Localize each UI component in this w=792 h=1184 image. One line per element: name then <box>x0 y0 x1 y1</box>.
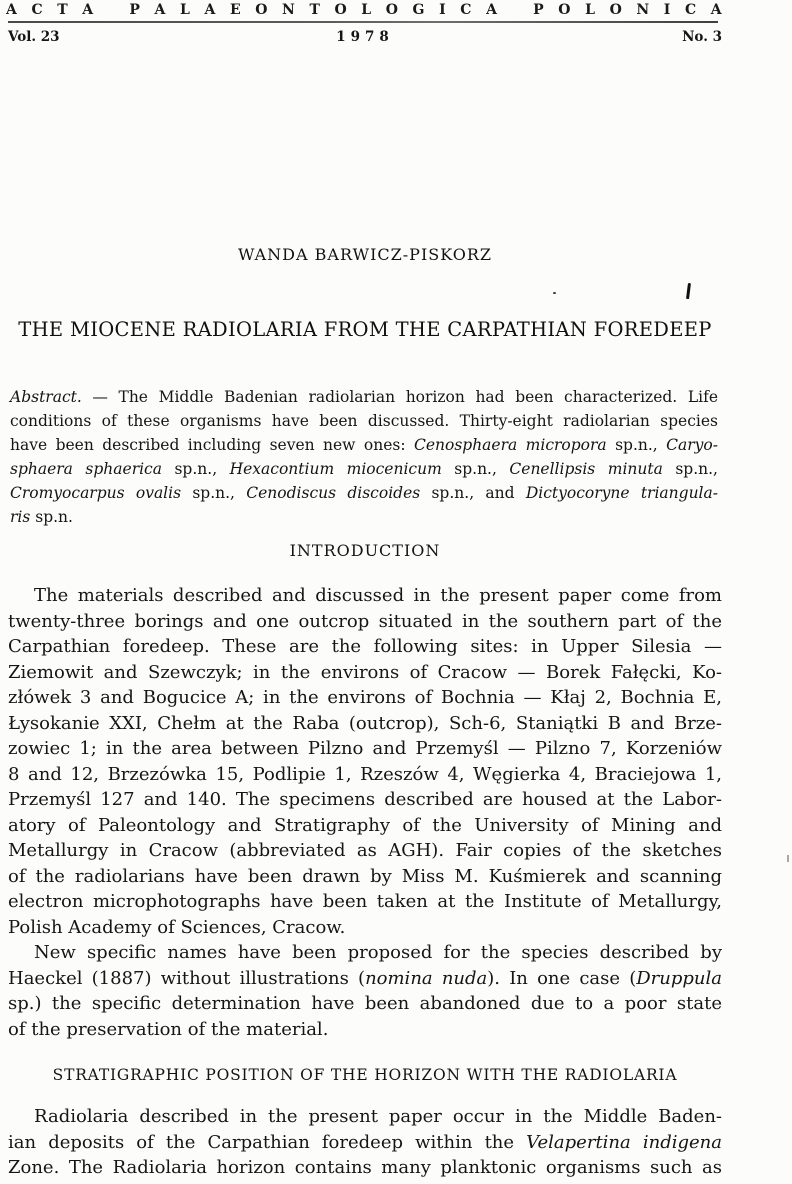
text-line: Carpathian foredeep. These are the following sites: in Upper Silesia — <box>8 636 722 657</box>
masthead-letter: A <box>486 2 497 18</box>
text-line: Abstract. — The Middle Badenian radiolarian horizon had been characterized. Life <box>10 388 718 406</box>
masthead-letter: O <box>558 2 571 18</box>
text-line: złówek 3 and Bogucice A; in the environs of Bochnia — Kłaj 2, Bochnia E, <box>8 687 722 708</box>
author-name: WANDA BARWICZ-PISKORZ <box>237 245 493 264</box>
introduction-paragraph-1 <box>8 583 722 940</box>
masthead-letter <box>108 3 115 17</box>
masthead-letter: C <box>31 2 43 18</box>
journal-name <box>6 3 722 17</box>
text-line: electron microphotographs have been taken at the Institute of Metallurgy, <box>8 891 722 912</box>
text-line: Haeckel (1887) without illustrations (nomina nuda). In one case (Druppula <box>8 967 722 989</box>
text-line: twenty-three borings and one outcrop situated in the southern part of the <box>8 610 722 632</box>
ink-spot-artifact <box>553 292 556 294</box>
masthead-letter: A <box>204 2 216 18</box>
masthead-letter: L <box>180 2 190 18</box>
text-line: Ziemowit and Szewczyk; in the environs of Cracow — Borek Fałęcki, Ko- <box>8 661 722 683</box>
scan-edge-artifact <box>787 855 789 862</box>
text-line: New specific names have been proposed for the species described by <box>34 942 722 963</box>
masthead-letter: O <box>385 2 398 18</box>
text-line: have been described including seven new ones: Cenosphaera micropora sp.n., Caryo- <box>10 436 718 454</box>
header-rule <box>8 21 718 23</box>
masthead-letter: E <box>229 2 241 18</box>
text-line: atory of Paleontology and Stratigraphy of the University of Mining and <box>8 814 722 836</box>
stratigraphic-paragraph-1 <box>8 1104 722 1181</box>
masthead-letter: L <box>585 2 595 18</box>
masthead-letter <box>512 3 519 17</box>
text-line: zowiec 1; in the area between Pilzno and Przemyśl — Pilzno 7, Korzeniów <box>8 738 722 759</box>
text-line: Radiolaria described in the present paper occur in the Middle Baden- <box>34 1106 722 1127</box>
masthead-letter: L <box>361 2 372 18</box>
body-text <box>8 583 722 1181</box>
masthead-letter: N <box>636 2 650 18</box>
text-line: sp.) the specific determination have been abandoned due to a poor state <box>8 993 722 1014</box>
masthead-letter: I <box>439 2 446 18</box>
issue-info-row <box>8 29 722 45</box>
text-line: conditions of these organisms have been discussed. Thirty-eight radiolarian species <box>10 412 718 430</box>
masthead-letter: A <box>82 2 94 18</box>
text-line: Łysokanie XXI, Chełm at the Raba (outcrop), Sch-6, Staniątki B and Brze- <box>8 712 722 734</box>
masthead-letter: A <box>6 2 17 18</box>
masthead-letter: N <box>282 2 295 18</box>
masthead-letter: P <box>533 2 544 18</box>
masthead-letter: T <box>57 2 68 18</box>
introduction-paragraph-2 <box>8 940 722 1042</box>
masthead-letter: I <box>663 2 671 18</box>
section-heading-introduction: INTRODUCTION <box>289 541 441 560</box>
abstract-paragraph <box>10 385 718 529</box>
text-line: Polish Academy of Sciences, Cracow. <box>8 916 346 938</box>
masthead-letter: O <box>255 2 268 18</box>
masthead-letter: G <box>412 2 425 18</box>
text-line: 8 and 12, Brzezówka 15, Podlipie 1, Rzeszów 4, Węgierka 4, Braciejowa 1, <box>8 763 722 785</box>
text-line: Metallurgy in Cracow (abbreviated as AGH). Fair copies of the sketches <box>8 840 722 861</box>
masthead-letter: A <box>154 2 166 18</box>
masthead-letter: A <box>710 2 722 18</box>
section-heading-stratigraphic-position: STRATIGRAPHIC POSITION OF THE HORIZON WITH THE RADIOLARIA <box>52 1066 678 1084</box>
year-label: 1978 <box>336 29 394 45</box>
masthead-letter: C <box>460 2 472 18</box>
volume-label: Vol. 23 <box>8 29 60 45</box>
issue-number-label: No. 3 <box>682 29 722 45</box>
masthead-letter: O <box>334 2 347 18</box>
text-line: of the preservation of the material. <box>8 1018 329 1040</box>
text-line: Przemyśl 127 and 140. The specimens described are housed at the Labor- <box>8 789 722 810</box>
text-line: The materials described and discussed in the present paper come from <box>34 585 722 606</box>
masthead-letter: C <box>684 2 697 18</box>
masthead-letter: P <box>129 2 140 18</box>
ink-stroke-artifact <box>686 283 691 299</box>
text-line: Zone. The Radiolaria horizon contains many planktonic organisms such as <box>8 1157 722 1178</box>
article-title: THE MIOCENE RADIOLARIA FROM THE CARPATHIAN FOREDEEP <box>18 318 712 341</box>
text-line: of the radiolarians have been drawn by Miss M. Kuśmierek and scanning <box>8 865 722 887</box>
text-line: sphaera sphaerica sp.n., Hexacontium miocenicum sp.n., Cenellipsis minuta sp.n., <box>10 460 718 478</box>
masthead-letter: O <box>609 2 622 18</box>
masthead-letter: T <box>309 2 320 18</box>
text-line: ian deposits of the Carpathian foredeep within the Velapertina indigena <box>8 1131 722 1153</box>
text-line: Cromyocarpus ovalis sp.n., Cenodiscus discoides sp.n., and Dictyocoryne triangula- <box>10 484 718 502</box>
text-line: ris sp.n. <box>10 508 73 526</box>
